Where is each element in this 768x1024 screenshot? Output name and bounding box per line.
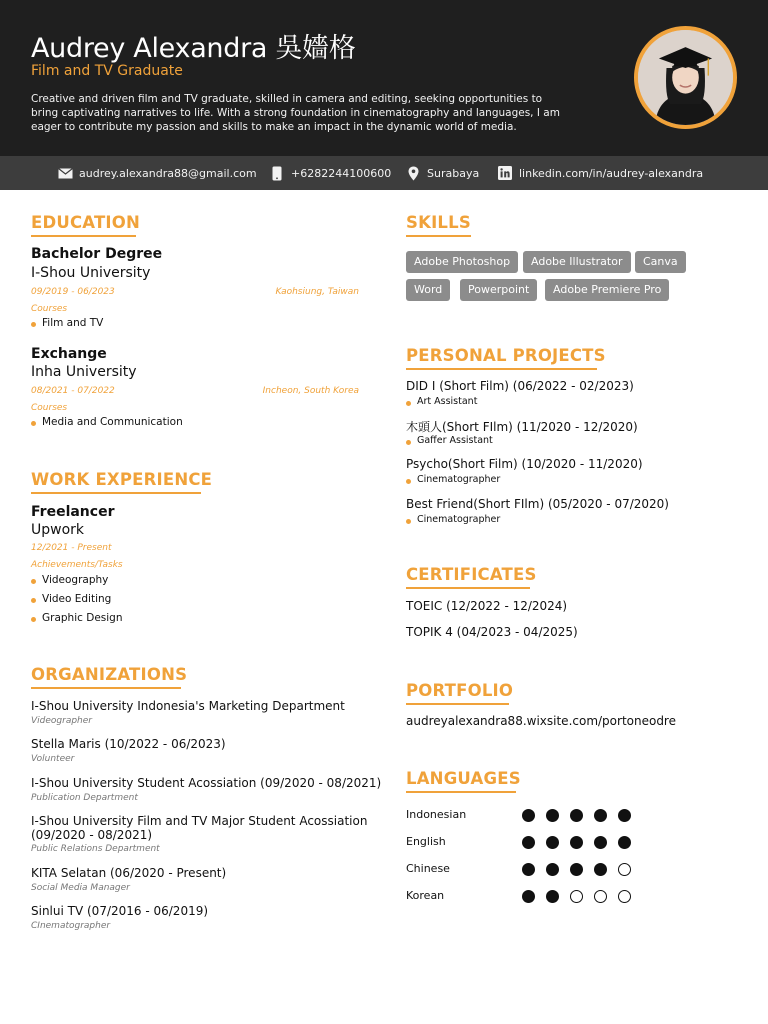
work-experience-divider: [31, 492, 201, 494]
skill-tag: Adobe Premiere Pro: [545, 279, 669, 301]
course-item: Media and Communication: [31, 416, 183, 428]
level-dot-filled: [522, 863, 535, 876]
level-dot-empty: [570, 890, 583, 903]
language-name: Chinese: [406, 862, 450, 875]
tasks-label: Achievements/Tasks: [31, 560, 123, 570]
courses-label: Courses: [31, 304, 68, 314]
contact-email[interactable]: [57, 156, 257, 190]
portfolio-heading: PORTFOLIO: [406, 681, 514, 700]
education-school: I-Shou University: [31, 265, 151, 281]
organization-role: Social Media Manager: [31, 883, 130, 893]
graduate-portrait-image: [638, 30, 733, 125]
organization-name: Sinlui TV (07/2016 - 06/2019): [31, 904, 209, 918]
level-dot-filled: [546, 863, 559, 876]
organizations-divider: [31, 687, 181, 689]
task-item: Graphic Design: [31, 612, 123, 624]
level-dot-filled: [546, 836, 559, 849]
work-experience-heading: WORK EXPERIENCE: [31, 470, 213, 489]
level-dot-filled: [594, 863, 607, 876]
linkedin-icon: [497, 165, 513, 181]
level-dot-empty: [618, 890, 631, 903]
language-level: [522, 890, 642, 903]
task-item: Video Editing: [31, 593, 111, 605]
organization-name: KITA Selatan (06/2020 - Present): [31, 866, 227, 880]
location-text: Surabaya: [427, 166, 480, 180]
organization-name: Stella Maris (10/2022 - 06/2023): [31, 737, 226, 751]
level-dot-filled: [594, 836, 607, 849]
level-dot-filled: [570, 863, 583, 876]
certificates-heading: CERTIFICATES: [406, 565, 537, 584]
education-divider: [31, 235, 136, 237]
organization-dates: (09/2020 - 08/2021): [31, 828, 153, 842]
education-degree: Bachelor Degree: [31, 246, 163, 262]
skill-tag: Adobe Illustrator: [523, 251, 631, 273]
portfolio-link[interactable]: audreyalexandra88.wixsite.com/portoneodre: [406, 714, 676, 728]
organization-name: I-Shou University Film and TV Major Student Acossiation: [31, 814, 368, 828]
email-text: audrey.alexandra88@gmail.com: [79, 166, 257, 180]
organization-role: Public Relations Department: [31, 844, 160, 854]
organizations-heading: ORGANIZATIONS: [31, 665, 188, 684]
contact-linkedin[interactable]: [497, 156, 703, 190]
personal-projects-heading: PERSONAL PROJECTS: [406, 346, 606, 365]
certificates-divider: [406, 587, 530, 589]
organization-name: I-Shou University Indonesia's Marketing Department: [31, 699, 345, 713]
certificate-item: TOEIC (12/2022 - 12/2024): [406, 599, 568, 613]
level-dot-filled: [570, 836, 583, 849]
skills-heading: SKILLS: [406, 213, 471, 232]
project-name: Psycho(Short Film) (10/2020 - 11/2020): [406, 457, 643, 471]
skill-tag: Powerpoint: [460, 279, 537, 301]
job-dates: 12/2021 - Present: [31, 543, 112, 553]
level-dot-filled: [546, 890, 559, 903]
education-dates: 09/2019 - 06/2023: [31, 287, 115, 297]
job-position: Freelancer: [31, 504, 115, 520]
education-location: Incheon, South Korea: [262, 386, 359, 396]
organization-role: Publication Department: [31, 793, 138, 803]
language-name: English: [406, 835, 446, 848]
course-item: Film and TV: [31, 317, 103, 329]
organization-role: CInematographer: [31, 921, 111, 931]
candidate-title: Film and TV Graduate: [31, 63, 183, 79]
profile-photo: [634, 26, 737, 129]
organization-role: Volunteer: [31, 754, 75, 764]
level-dot-empty: [594, 890, 607, 903]
language-name: Indonesian: [406, 808, 467, 821]
skill-tag: Canva: [635, 251, 686, 273]
contact-phone[interactable]: [269, 156, 391, 190]
personal-projects-divider: [406, 368, 597, 370]
project-name: 木頭人(Short FIlm) (11/2020 - 12/2020): [406, 420, 638, 434]
language-level: [522, 863, 642, 876]
education-heading: EDUCATION: [31, 213, 140, 232]
education-degree: Exchange: [31, 346, 107, 362]
phone-text: +6282244100600: [291, 166, 392, 180]
project-name: Best Friend(Short FIlm) (05/2020 - 07/2020): [406, 497, 669, 511]
level-dot-filled: [522, 890, 535, 903]
level-dot-filled: [546, 809, 559, 822]
level-dot-filled: [594, 809, 607, 822]
skill-tag: Adobe Photoshop: [406, 251, 518, 273]
project-role: Cinematographer: [406, 474, 500, 485]
location-pin-icon: [405, 165, 421, 181]
envelope-icon: [57, 165, 73, 181]
certificate-item: TOPIK 4 (04/2023 - 04/2025): [406, 625, 578, 639]
project-name: DID I (Short Film) (06/2022 - 02/2023): [406, 379, 634, 393]
skill-tag: Word: [406, 279, 450, 301]
language-level: [522, 809, 642, 822]
skills-divider: [406, 235, 471, 237]
phone-icon: [269, 165, 285, 181]
portfolio-divider: [406, 703, 509, 705]
task-item: Videography: [31, 574, 108, 586]
level-dot-filled: [522, 809, 535, 822]
linkedin-text: linkedin.com/in/audrey-alexandra: [519, 166, 704, 180]
education-location: Kaohsiung, Taiwan: [275, 287, 359, 297]
education-dates: 08/2021 - 07/2022: [31, 386, 115, 396]
language-level: [522, 836, 642, 849]
education-school: Inha University: [31, 364, 137, 380]
languages-heading: LANGUAGES: [406, 769, 521, 788]
organization-name: I-Shou University Student Acossiation (09/2020 - 08/2021): [31, 776, 382, 790]
level-dot-filled: [618, 809, 631, 822]
job-company: Upwork: [31, 522, 85, 538]
level-dot-filled: [618, 836, 631, 849]
courses-label: Courses: [31, 403, 68, 413]
profile-summary: Creative and driven film and TV graduate, skilled in camera and editing, seeking opportunities to bring captivating narratives to life. With a strong foundation in cinematography and languages, I am eager to contribute my passion and skills to make an impact in the dynamic world of media.: [31, 93, 560, 133]
project-role: Gaffer Assistant: [406, 435, 493, 446]
project-role: Cinematographer: [406, 514, 500, 525]
resume-header: [0, 0, 768, 156]
level-dot-filled: [522, 836, 535, 849]
organization-role: Videographer: [31, 716, 92, 726]
candidate-name: Audrey Alexandra 吳嬙格: [31, 33, 356, 64]
level-dot-filled: [570, 809, 583, 822]
level-dot-empty: [618, 863, 631, 876]
contact-bar: [0, 156, 768, 190]
project-role: Art Assistant: [406, 396, 477, 407]
contact-location: [405, 156, 479, 190]
languages-divider: [406, 791, 516, 793]
language-name: Korean: [406, 889, 445, 902]
